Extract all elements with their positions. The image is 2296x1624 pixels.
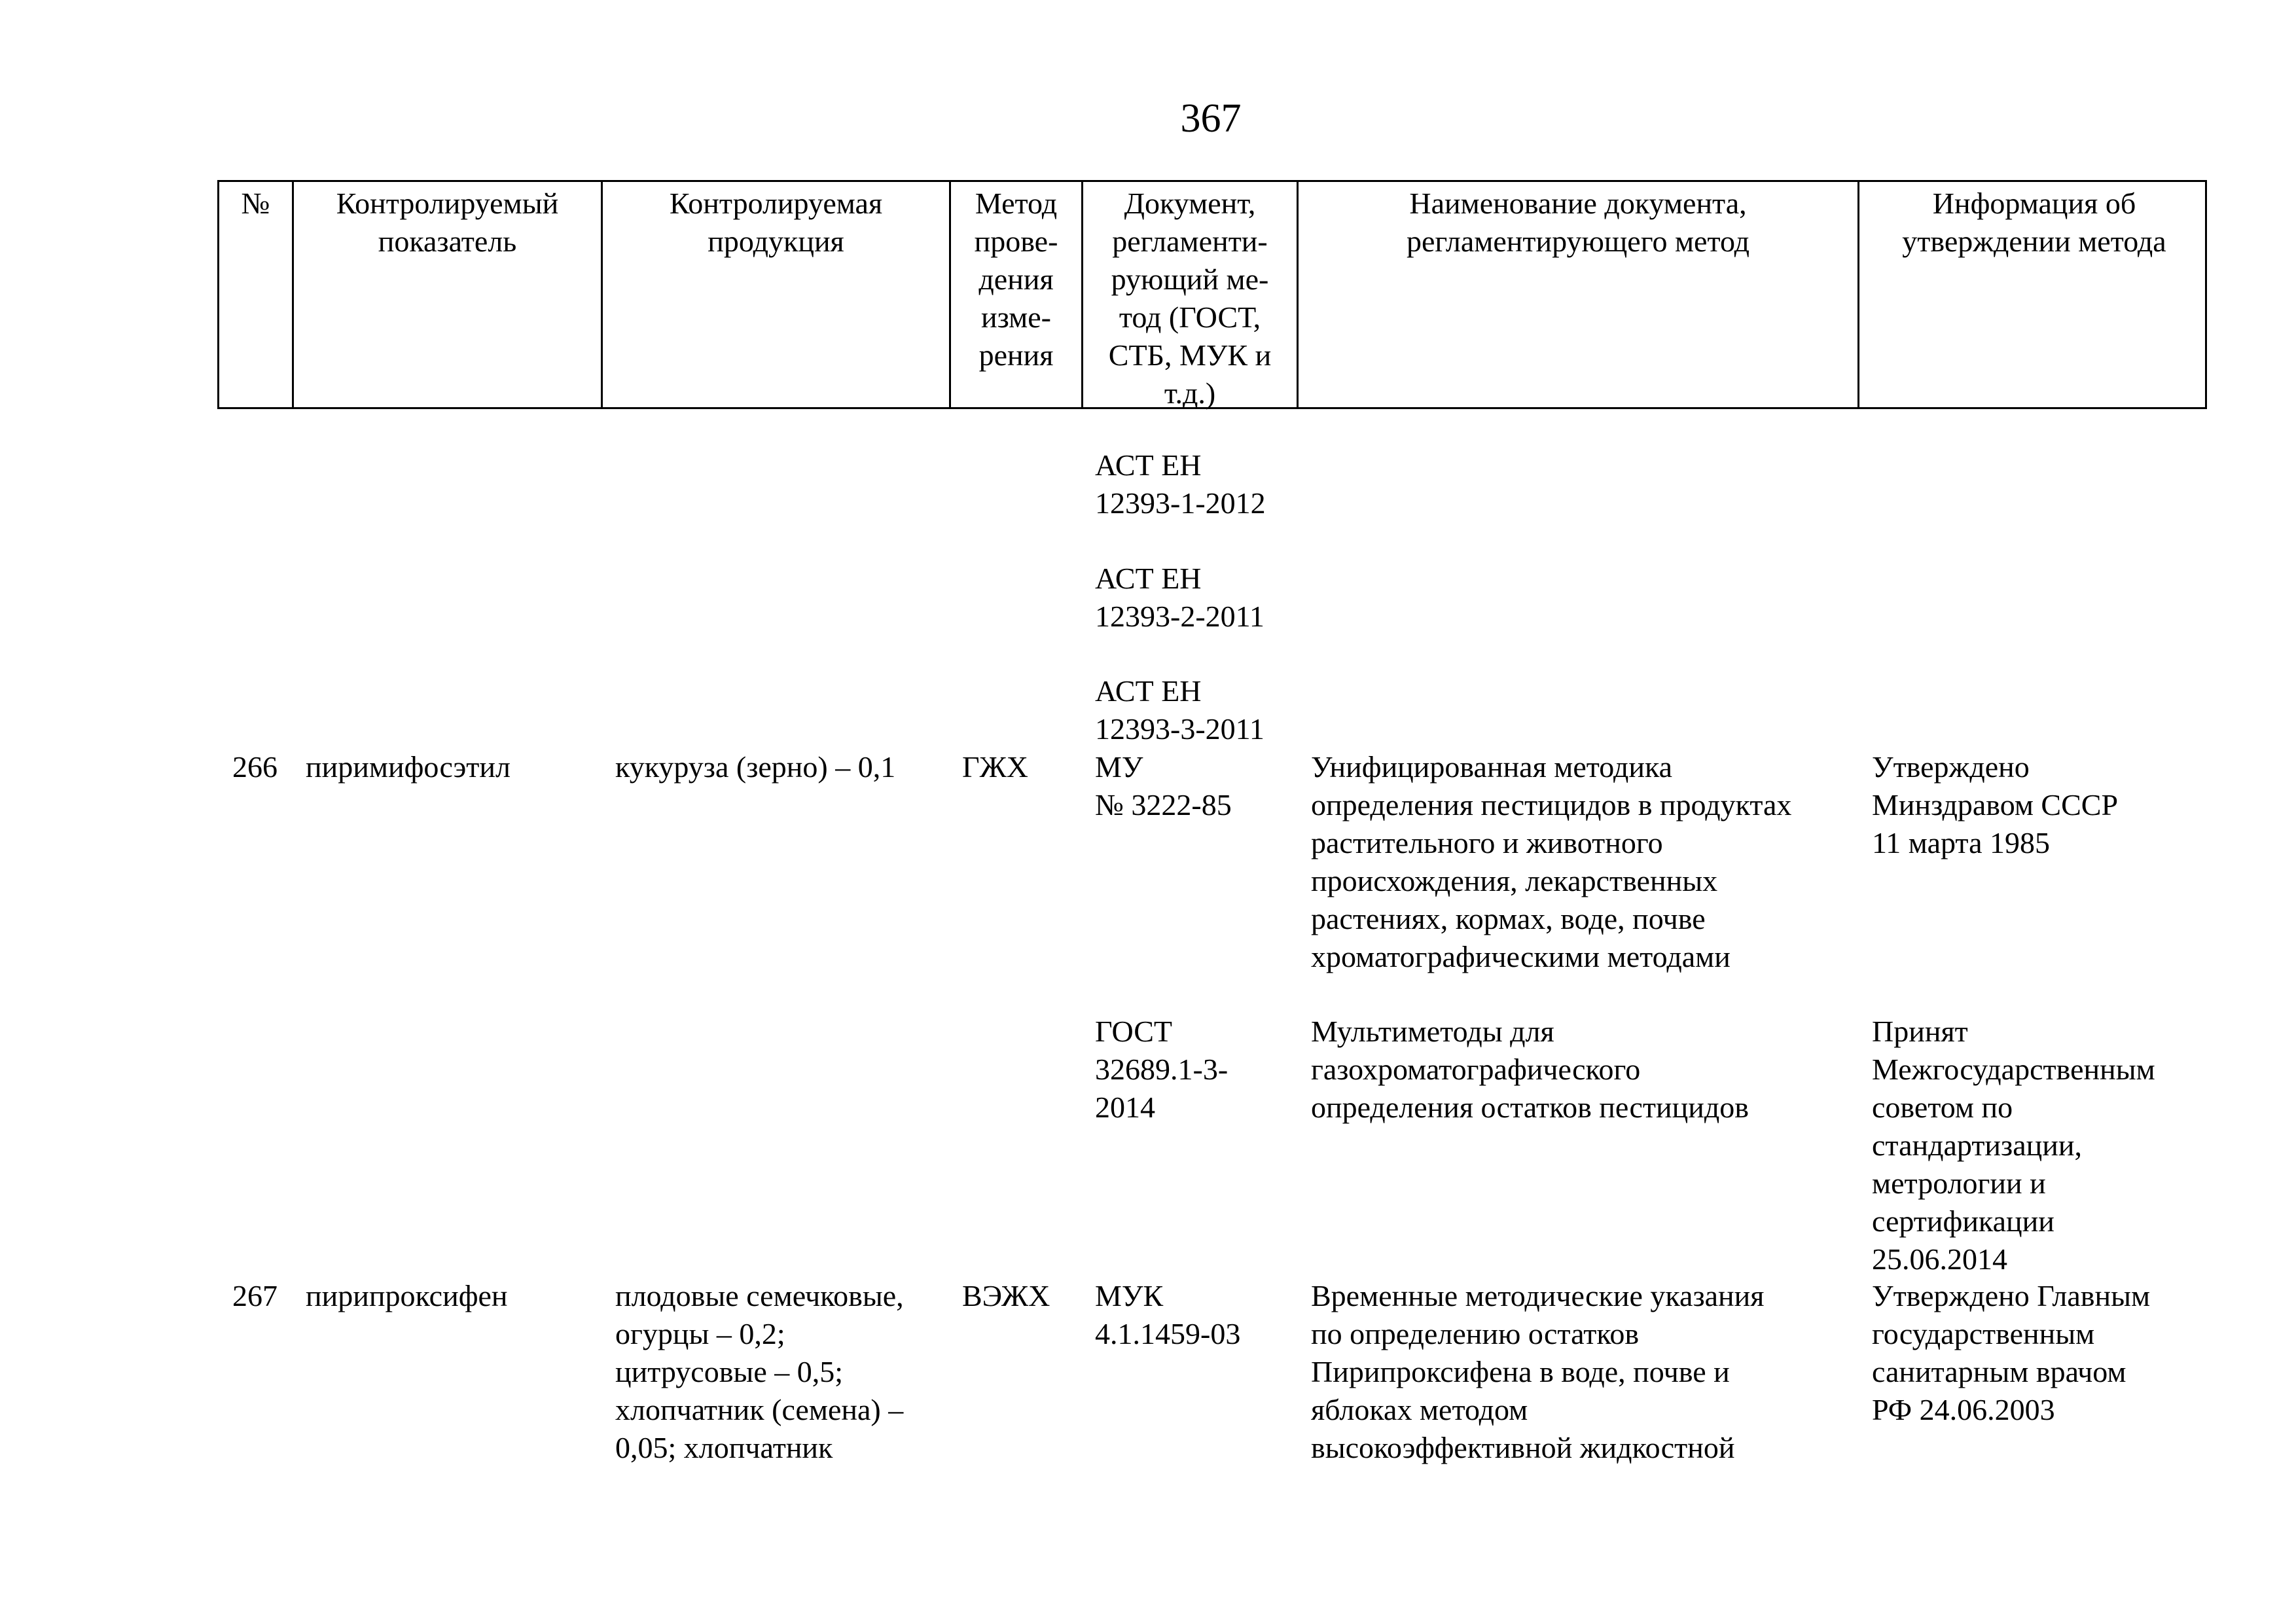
header-product: Контролируемая продукция (601, 182, 949, 407)
row-approval: Утверждено Минздравом СССР 11 марта 1985 (1872, 750, 2119, 859)
row-document-name: Унифицированная методика определения пестицидов в продуктах растительного и животного происхождения, лекарственных растениях, кормах, воде, почве хроматографическими методами (1311, 750, 1792, 973)
row-document-name: Мультиметоды для газохроматографического определения остатков пестицидов (1311, 1015, 1749, 1124)
row-indicator: пиримифосэтил (306, 750, 511, 784)
row-method: ГЖХ (962, 750, 1029, 784)
header-approval: Информация об утверждении метода (1857, 182, 2209, 407)
header-doc-name: Наименование документа, регламентирующего метод (1297, 182, 1857, 407)
continuation-document: АСТ ЕН 12393-2-2011 (1095, 562, 1265, 633)
row-document: МУК 4.1.1459-03 (1095, 1279, 1241, 1350)
continuation-document: АСТ ЕН 12393-1-2012 (1095, 448, 1266, 520)
row-product: кукуруза (зерно) – 0,1 (615, 750, 896, 784)
row-number: 266 (232, 750, 278, 784)
row-document: ГОСТ 32689.1-3- 2014 (1095, 1015, 1229, 1124)
row-document-name: Временные методические указания по определению остатков Пирипроксифена в воде, почве и яблоках методом высокоэффективной жидкостной (1311, 1279, 1765, 1464)
table-header (217, 180, 2207, 409)
header-method: Метод прове- дения изме- рения (949, 182, 1081, 407)
row-approval: Утверждено Главным государственным санитарным врачом РФ 24.06.2003 (1872, 1279, 2151, 1426)
header-document: Документ, регламенти- рующий ме- тод (ГОСТ, СТБ, МУК и т.д.) (1081, 182, 1297, 407)
continuation-document: АСТ ЕН 12393-3-2011 (1095, 674, 1265, 746)
row-number: 267 (232, 1279, 278, 1312)
row-method: ВЭЖХ (962, 1279, 1050, 1312)
row-indicator: пирипроксифен (306, 1279, 508, 1312)
row-approval: Принят Межгосударственным советом по стандартизации, метрологии и сертификации 25.06.2014 (1872, 1015, 2155, 1276)
row-product: плодовые семечковые, огурцы – 0,2; цитрусовые – 0,5; хлопчатник (семена) – 0,05; хлопчатник (615, 1279, 904, 1464)
header-indicator: Контролируемый показатель (292, 182, 601, 407)
header-number: № (241, 187, 270, 220)
page-number: 367 (1180, 96, 1242, 141)
row-document: МУ № 3222-85 (1095, 750, 1232, 821)
